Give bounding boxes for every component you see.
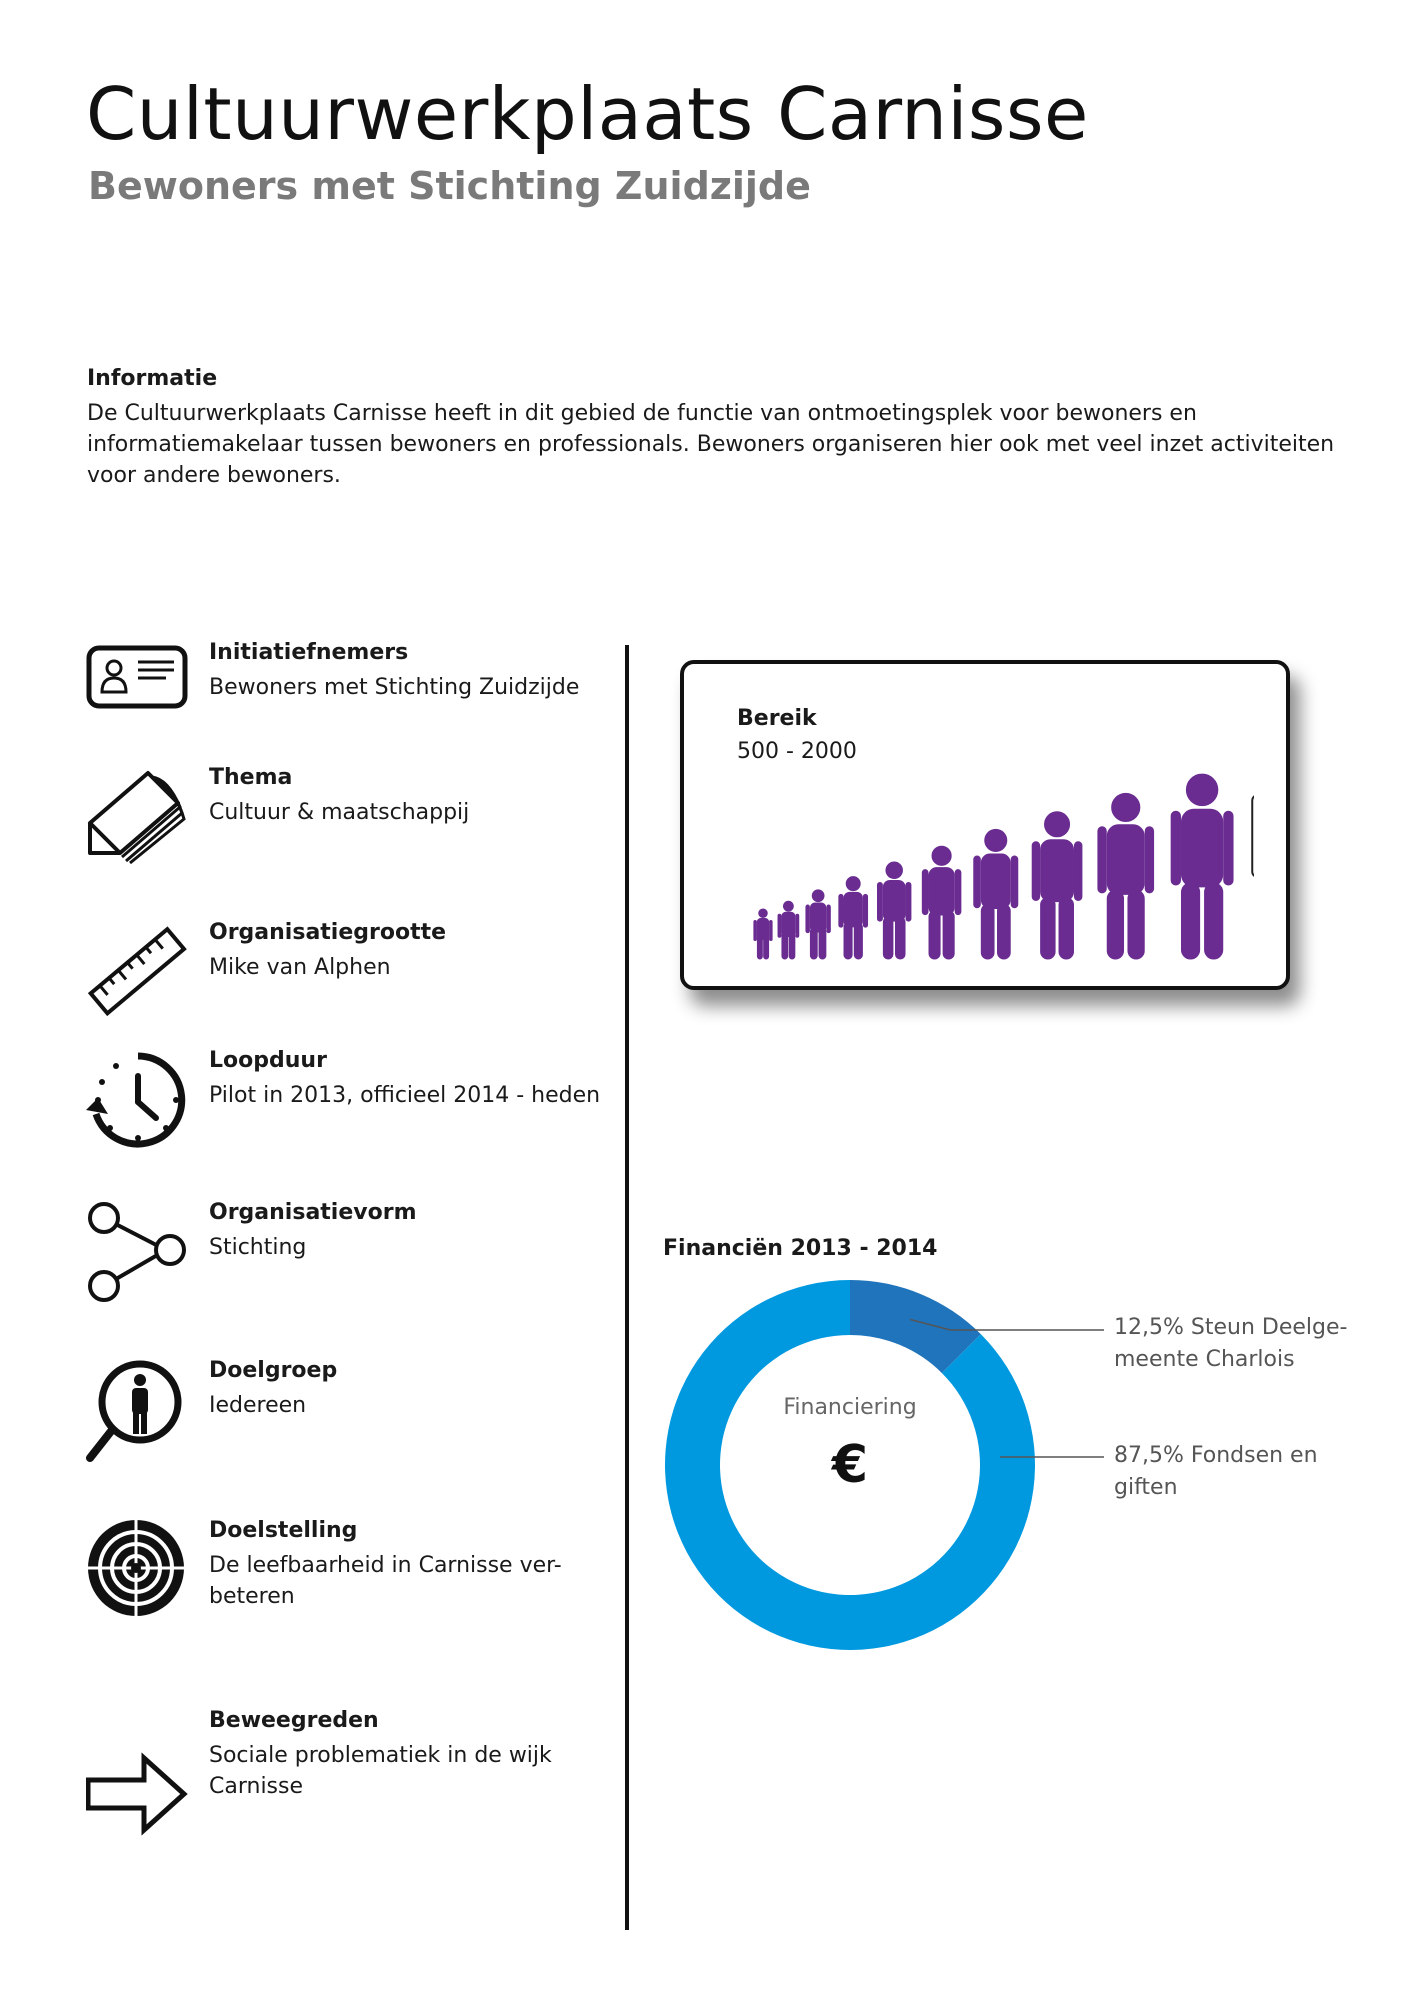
item-doelstelling [86,1518,616,1628]
person-filled-icon [1032,812,1082,959]
arrow-right-icon [86,1744,190,1848]
bereik-range: 500 - 2000 [737,739,857,764]
person-filled-icon [754,909,772,959]
page-subtitle: Bewoners met Stichting Zuidzijde [88,164,811,208]
item-label: Doelstelling [209,1518,358,1543]
id-card-icon [86,640,190,744]
item-beweegreden [86,1708,616,1818]
item-value: Sociale problematiek in de wijk Carnisse [209,1743,552,1799]
person-filled-icon [1098,793,1154,959]
person-outline-icon [1252,754,1254,959]
donut-center-label: Financiering [783,1395,917,1420]
people-figures [724,724,1254,974]
finance-title: Financiën 2013 - 2014 [663,1236,938,1261]
info-body: De Cultuurwerkplaats Carnisse heeft in dit gebied de functie van ontmoetingsplek voor bewoners en informatiemakelaar tussen bewoners en professionals. Bewoners organiseren hier ook met veel inzet activiteiten voor andere bewoners. [87,401,1335,488]
item-value: Cultuur & maatschappij [209,800,470,825]
item-value: Mike van Alphen [209,955,391,980]
person-filled-icon [974,829,1018,959]
item-label: Initiatiefnemers [209,640,409,665]
item-label: Doelgroep [209,1358,338,1383]
item-value: Stichting [209,1235,307,1260]
item-loopduur [86,1048,616,1158]
item-thema [86,765,616,875]
person-filled-icon [839,877,868,959]
person-filled-icon [922,846,961,959]
target-icon [86,1518,190,1622]
item-label: Organisatievorm [209,1200,417,1225]
person-filled-icon [778,901,799,959]
bereik-card [680,660,1290,990]
item-label: Thema [209,765,293,790]
item-doelgroep [86,1358,616,1468]
item-organisatievorm [86,1200,616,1310]
bereik-title: Bereik [737,706,817,731]
magnifier-person-icon [86,1358,190,1462]
clock-icon [86,1048,190,1152]
item-value: De leefbaarheid in Carnisse ver- beteren [209,1553,562,1609]
item-label: Beweegreden [209,1708,379,1733]
share-icon [86,1200,190,1304]
page-title: Cultuurwerkplaats Carnisse [86,72,1089,156]
legend-item-steun: 12,5% Steun Deelge- meente Charlois [1114,1315,1348,1372]
person-filled-icon [877,862,910,959]
item-initiatiefnemers [86,640,616,750]
item-organisatiegrootte [86,920,616,1030]
item-value: Iedereen [209,1393,307,1418]
finance-donut [660,1275,1040,1655]
person-filled-icon [1171,774,1233,959]
euro-icon: € [831,1435,869,1495]
legend-item-fondsen: 87,5% Fondsen en giften [1114,1443,1318,1500]
vertical-divider [625,645,629,1930]
item-label: Organisatiegrootte [209,920,447,945]
info-heading: Informatie [87,366,218,391]
item-label: Loopduur [209,1048,327,1073]
ruler-icon [86,920,190,1024]
person-filled-icon [806,890,830,959]
book-icon [86,765,190,869]
item-value: Bewoners met Stichting Zuidzijde [209,675,580,700]
item-value: Pilot in 2013, officieel 2014 - heden [209,1083,601,1108]
